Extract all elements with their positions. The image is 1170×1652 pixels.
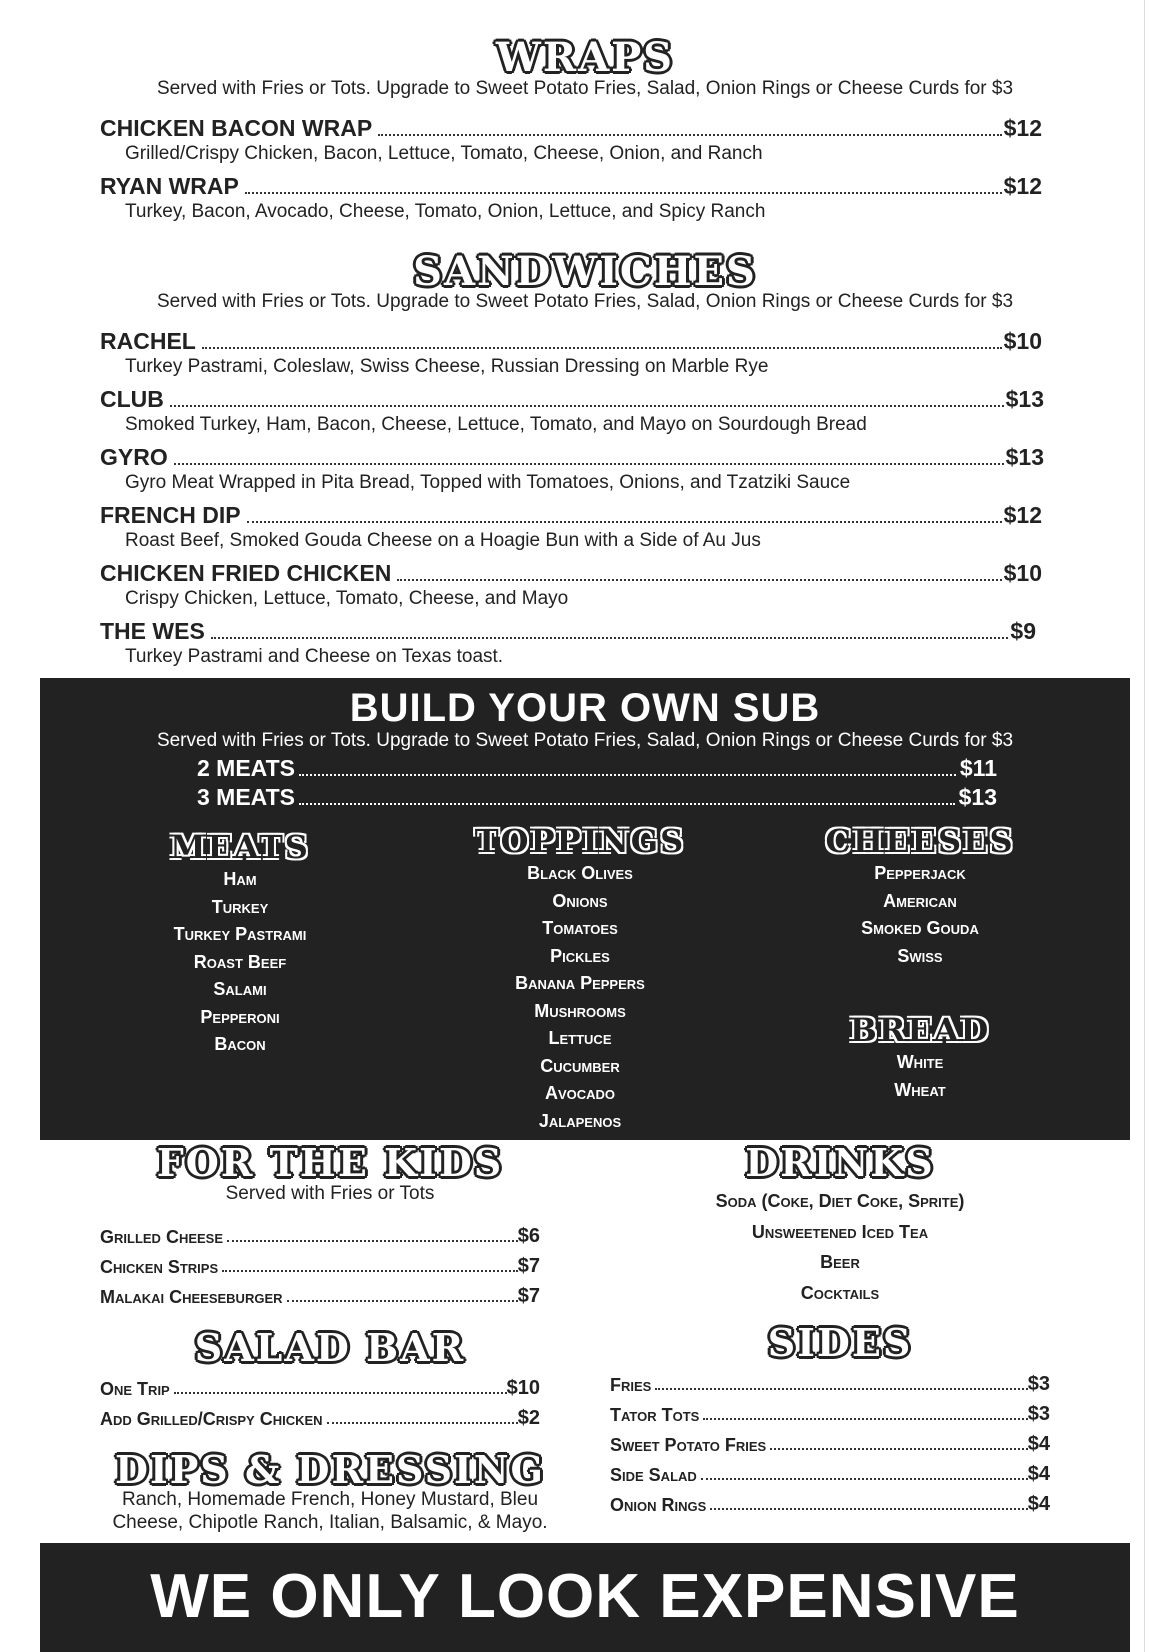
cheeses-title: CHEESES [825,822,1015,860]
toppings-title: TOPPINGS [474,822,686,860]
meat-item: Pepperoni [200,1006,280,1027]
topping-item: Avocado [544,1083,616,1103]
item-name: Fries [610,1375,652,1395]
dot-leader [222,1270,518,1272]
dot-leader [287,1300,518,1302]
item-price: $9 [1010,618,1036,644]
bread-list [770,1049,1070,1104]
menu-item [100,1278,540,1308]
item-price: $13 [1005,386,1044,412]
cheese-item: Swiss [897,945,943,966]
menu-item [100,1400,540,1430]
item-price: $4 [1027,1463,1050,1485]
topping-item: Banana Peppers [515,973,645,993]
drinks-list [640,1186,1040,1308]
dot-leader [701,1478,1028,1480]
item-price: $10 [506,1377,540,1399]
sub-note: Served with Fries or Tots. Upgrade to Sweet Potato Fries, Salad, Onion Rings or Cheese Curds for $3 [156,730,1014,751]
item-price: $6 [517,1225,540,1247]
drinks-title: DRINKS [745,1140,935,1185]
build-your-own-sub-section [40,678,1130,1140]
sides-title: SIDES [767,1320,913,1365]
menu-item [100,170,1042,200]
dot-leader [202,347,1002,349]
menu-item [100,325,1042,355]
dot-leader [770,1448,1028,1450]
meat-item: Bacon [214,1034,266,1054]
menu-item [100,557,1042,587]
dot-leader [397,579,1001,581]
item-price: $7 [517,1255,540,1277]
footer-slogan: WE ONLY LOOK EXPENSIVE [150,1562,1020,1631]
item-price: $7 [517,1285,540,1307]
item-name: Sweet Potato Fries [610,1435,767,1455]
item-name: Tator Tots [610,1405,700,1425]
menu-item [100,441,1044,471]
topping-item: Mushrooms [534,1000,626,1021]
dips-line-2: Cheese, Chipotle Ranch, Italian, Balsamic, & Mayo. [112,1512,548,1533]
kids-note: Served with Fries or Tots [225,1183,435,1204]
menu-item [100,1218,540,1248]
kids-list [100,1218,540,1308]
meat-item: Roast Beef [193,951,287,972]
item-price: $13 [1005,444,1044,470]
dips-title: DIPS & DRESSING [114,1447,546,1492]
item-name: Onion Rings [610,1495,707,1515]
topping-item: Tomatoes [542,918,618,938]
meat-item: Ham [223,869,257,889]
bread-title: BREAD [849,1011,991,1049]
item-price: $3 [1027,1373,1050,1395]
item-description: Turkey, Bacon, Avocado, Cheese, Tomato, Onion, Lettuce, and Spicy Ranch [125,201,766,222]
item-price: $12 [1003,502,1042,528]
wraps-title: WRAPS [495,34,675,81]
item-price: $12 [1003,115,1042,141]
dot-leader [703,1418,1027,1420]
item-name: GYRO [100,444,168,470]
drink-item: Soda (Coke, Diet Coke, Sprite) [715,1191,965,1211]
dot-leader [378,134,1001,136]
dot-leader [655,1388,1027,1390]
item-description: Crispy Chicken, Lettuce, Tomato, Cheese, and Mayo [125,588,569,609]
sides-list [610,1366,1050,1516]
dot-leader [170,405,1004,407]
sandwiches-title: SANDWICHES [413,248,757,295]
item-price: $4 [1027,1433,1050,1455]
item-name: FRENCH DIP [100,502,241,528]
menu-item [100,1248,540,1278]
item-price: $10 [1003,560,1042,586]
menu-item [100,1370,540,1400]
cheese-item: Smoked Gouda [861,918,979,938]
bread-item: Wheat [894,1079,946,1100]
item-name: RYAN WRAP [100,173,239,199]
sub-option [197,754,997,782]
menu-item [100,499,1042,529]
sub-option [197,783,997,811]
drink-item: Beer [820,1252,860,1272]
sub-title: BUILD YOUR OWN SUB [349,686,821,730]
dips-line-1: Ranch, Homemade French, Honey Mustard, Bleu [121,1489,539,1510]
item-name: CHICKEN BACON WRAP [100,115,373,141]
cheese-item: Pepperjack [874,863,966,883]
item-description: Roast Beef, Smoked Gouda Cheese on a Hoagie Bun with a Side of Au Jus [125,530,761,551]
footer-banner [40,1543,1130,1652]
item-description: Grilled/Crispy Chicken, Bacon, Lettuce, Tomato, Cheese, Onion, and Ranch [125,143,763,164]
meats-title: MEATS [170,828,310,866]
menu-item [610,1396,1050,1426]
item-name: Side Salad [610,1465,697,1485]
meat-item: Turkey Pastrami [173,924,307,944]
item-description: Gyro Meat Wrapped in Pita Bread, Topped with Tomatoes, Onions, and Tzatziki Sauce [125,472,851,493]
bread-item: White [896,1052,944,1072]
dot-leader [174,463,1004,465]
item-price: $4 [1027,1493,1050,1515]
dot-leader [327,1422,518,1424]
menu-item [610,1456,1050,1486]
salad-bar-list [100,1370,540,1430]
topping-item: Onions [552,890,608,911]
item-name: One Trip [100,1379,170,1399]
item-price: $10 [1003,328,1042,354]
menu-item [100,615,1036,645]
drink-item: Unsweetened Iced Tea [751,1221,929,1242]
item-description: Turkey Pastrami, Coleslaw, Swiss Cheese, Russian Dressing on Marble Rye [125,356,769,377]
wraps-note: Served with Fries or Tots. Upgrade to Sweet Potato Fries, Salad, Onion Rings or Cheese Curds for $3 [156,78,1014,99]
item-name: Malakai Cheeseburger [100,1287,283,1307]
item-name: Chicken Strips [100,1257,219,1277]
meat-item: Turkey [211,896,269,917]
cheeses-list [770,860,1070,970]
menu-item [610,1426,1050,1456]
item-name: Grilled Cheese [100,1227,224,1247]
topping-item: Jalapenos [538,1110,622,1131]
item-name: CHICKEN FRIED CHICKEN [100,560,392,586]
dot-leader [299,774,956,776]
menu-item [100,112,1042,142]
meat-item: Salami [213,979,267,999]
topping-item: Pickles [550,945,610,966]
menu-item [610,1366,1050,1396]
item-name: RACHEL [100,328,196,354]
item-description: Turkey Pastrami and Cheese on Texas toast. [125,646,504,667]
topping-item: Lettuce [548,1028,612,1048]
dot-leader [710,1508,1027,1510]
menu-item [610,1486,1050,1516]
dot-leader [211,637,1009,639]
salad-bar-title: SALAD BAR [194,1325,466,1370]
topping-item: Black Olives [527,863,633,883]
option-price: $13 [958,784,997,810]
option-name: 3 MEATS [197,784,295,810]
option-name: 2 MEATS [197,755,295,781]
topping-item: Cucumber [540,1055,620,1076]
option-price: $11 [959,755,997,781]
item-name: THE WES [100,618,205,644]
drink-item: Cocktails [800,1282,880,1303]
item-description: Smoked Turkey, Ham, Bacon, Cheese, Lettuce, Tomato, and Mayo on Sourdough Bread [125,414,867,435]
dot-leader [227,1240,518,1242]
item-name: CLUB [100,386,164,412]
menu-item [100,383,1044,413]
item-price: $12 [1003,173,1042,199]
sandwiches-note: Served with Fries or Tots. Upgrade to Sweet Potato Fries, Salad, Onion Rings or Cheese Curds for $3 [156,291,1014,312]
toppings-list [430,860,730,1135]
item-price: $2 [517,1407,540,1429]
dot-leader [174,1392,507,1394]
item-price: $3 [1027,1403,1050,1425]
item-name: Add Grilled/Crispy Chicken [100,1409,323,1429]
dot-leader [299,803,955,805]
cheese-item: American [883,890,957,911]
dot-leader [245,192,1002,194]
meats-list [100,866,380,1059]
dot-leader [247,521,1002,523]
kids-title: FOR THE KIDS [156,1140,504,1185]
